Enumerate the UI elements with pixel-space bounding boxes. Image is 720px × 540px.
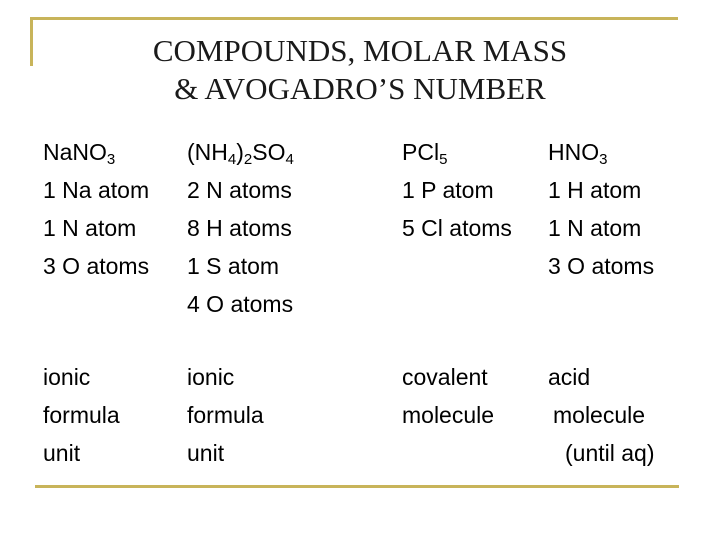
atom-count: 3 O atoms xyxy=(43,253,150,279)
compound-column-nano3 xyxy=(43,133,149,285)
atom-count: 1 P atom xyxy=(402,177,494,203)
title-line-1: COMPOUNDS, MOLAR MASS xyxy=(152,33,568,68)
slide-title xyxy=(0,32,720,108)
atom-count: 1 H atom xyxy=(548,177,642,203)
classification-pcl5 xyxy=(402,358,494,434)
atom-count: 4 O atoms xyxy=(187,291,294,317)
classification-line: acid xyxy=(548,364,591,390)
top-border-line xyxy=(30,17,678,20)
formula-nano3: NaNO$_3$ xyxy=(43,139,116,168)
atom-count: 5 Cl atoms xyxy=(402,215,512,241)
atom-count: 1 N atom xyxy=(43,215,137,241)
compound-column-hno3 xyxy=(548,133,654,285)
classification-line: ionic xyxy=(43,364,91,390)
classification-line: unit xyxy=(43,440,81,466)
atom-count: 3 O atoms xyxy=(548,253,655,279)
classification-nano3 xyxy=(43,358,120,472)
classification-line: ionic xyxy=(187,364,235,390)
atom-count: 1 Na atom xyxy=(43,177,150,203)
classification-line: (until aq) xyxy=(565,440,655,466)
classification-line: covalent xyxy=(402,364,488,390)
classification-line: unit xyxy=(187,440,225,466)
classification-line: formula xyxy=(43,402,120,428)
bottom-border-line xyxy=(35,485,679,488)
atom-count: 2 N atoms xyxy=(187,177,292,203)
classification-line: molecule xyxy=(402,402,495,428)
formula-nh4-2so4: $(NH_4)_2SO_4$ xyxy=(187,139,294,168)
atom-count: 1 N atom xyxy=(548,215,642,241)
classification-line: formula xyxy=(187,402,264,428)
formula-hno3: $HNO_3$ xyxy=(548,139,608,168)
classification-nh4-2so4 xyxy=(187,358,264,472)
formula-pcl5: PCl$_5$ xyxy=(402,139,448,168)
compound-column-nh4-2so4 xyxy=(187,133,294,323)
classification-line: molecule xyxy=(553,402,646,428)
classification-hno3 xyxy=(548,358,654,472)
atom-count: 8 H atoms xyxy=(187,215,292,241)
title-line-2: & AVOGADRO’S NUMBER xyxy=(174,71,546,106)
atom-count: 1 S atom xyxy=(187,253,280,279)
compound-column-pcl5 xyxy=(402,133,512,247)
